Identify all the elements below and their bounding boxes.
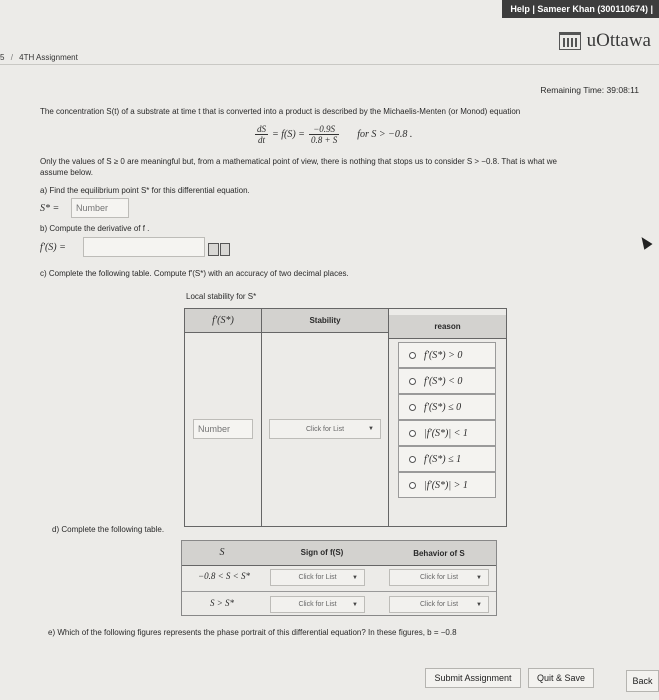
reason-option[interactable] <box>398 394 496 420</box>
reason-option[interactable] <box>398 368 496 394</box>
sign-select-row-2[interactable] <box>270 596 365 613</box>
derivative-input[interactable] <box>83 237 205 257</box>
radio-button[interactable] <box>409 352 416 359</box>
eq-denominator: 0.8 + S <box>310 135 338 145</box>
problem-note-line1: Only the values of S ≥ 0 are meaningful but, from a mathematical point of view, there is nothing that stops us to consider S > −0.8. That is what we <box>40 157 557 166</box>
part-b-label: f′(S) = <box>40 242 66 253</box>
logo-text: uOttawa <box>586 30 651 51</box>
radio-button[interactable] <box>409 404 416 411</box>
quit-save-button[interactable]: Quit & Save <box>528 668 594 688</box>
breadcrumb-assignment[interactable]: 4TH Assignment <box>19 53 78 62</box>
stability-select-label: Click for List <box>305 425 345 433</box>
breadcrumb-prefix[interactable]: 5 <box>0 53 5 62</box>
part-b-question: b) Compute the derivative of f . <box>40 224 150 233</box>
radio-button[interactable] <box>409 482 416 489</box>
row-divider <box>182 591 496 592</box>
eq-middle: = f(S) = <box>272 129 305 140</box>
eq-lhs-numerator: dS <box>257 124 266 134</box>
reason-option-label: |f′(S*)| < 1 <box>424 427 468 439</box>
sign-select-row-1[interactable] <box>270 569 365 586</box>
breadcrumb-separator: / <box>10 53 13 62</box>
reason-option-label: f′(S*) < 0 <box>424 375 463 387</box>
header-stability: Stability <box>262 309 388 333</box>
behavior-select-row-1[interactable] <box>389 569 489 586</box>
part-c-question: c) Complete the following table. Compute f′(S*) with an accuracy of two decimal places. <box>40 269 349 278</box>
part-e-question: e) Which of the following figures represents the phase portrait of this differential equation? In these figures, b = −0.8 <box>48 628 457 637</box>
user-bar[interactable]: Help | Sameer Khan (300110674) | <box>502 0 659 18</box>
range-row-1: −0.8 < S < S* <box>198 571 250 581</box>
stability-table <box>184 308 507 527</box>
mouse-cursor-icon <box>637 234 652 250</box>
behavior-select-row-2-label: Click for List <box>419 601 459 608</box>
header-sign: Sign of f(S) <box>300 548 344 557</box>
behavior-select-row-2[interactable] <box>389 596 489 613</box>
reason-option-label: f′(S*) ≤ 0 <box>424 401 462 413</box>
chevron-down-icon: ▼ <box>352 601 358 608</box>
part-a-label: S* = <box>40 203 60 214</box>
radio-button[interactable] <box>409 378 416 385</box>
differential-equation <box>255 124 412 145</box>
eq-lhs-denominator: dt <box>257 135 265 145</box>
remaining-time-value: 39:08:11 <box>606 85 639 95</box>
header-reason: reason <box>389 315 506 339</box>
eq-condition: for S > −0.8 . <box>357 129 413 140</box>
problem-note-line2: assume below. <box>40 168 93 177</box>
chevron-down-icon: ▼ <box>476 601 482 608</box>
fprime-value-input[interactable] <box>193 419 253 439</box>
sign-select-row-2-label: Click for List <box>298 601 337 608</box>
equilibrium-input[interactable] <box>71 198 129 218</box>
header-fprime-text: f′(S*) <box>212 315 234 326</box>
problem-intro: The concentration S(t) of a substrate at time t that is converted into a product is described by the Michaelis-Menten (or Monod) equation <box>40 107 521 116</box>
submit-assignment-button[interactable]: Submit Assignment <box>425 668 521 688</box>
header-divider <box>0 64 659 65</box>
breadcrumb <box>0 53 78 62</box>
range-row-2: S > S* <box>209 598 235 608</box>
reason-option[interactable] <box>398 420 496 446</box>
radio-button[interactable] <box>409 456 416 463</box>
chevron-down-icon: ▼ <box>352 574 358 581</box>
radio-button[interactable] <box>409 430 416 437</box>
remaining-time-label: Remaining Time: <box>540 85 605 95</box>
reason-option[interactable] <box>398 472 496 498</box>
behavior-table <box>181 540 497 616</box>
reason-option[interactable] <box>398 446 496 472</box>
sign-select-row-1-label: Click for List <box>298 574 337 581</box>
reason-option-label: f′(S*) ≤ 1 <box>424 453 462 465</box>
col-divider <box>388 309 389 526</box>
header-s: S <box>219 547 225 558</box>
remaining-time <box>540 85 639 95</box>
eq-numerator: −0.9S <box>309 124 339 135</box>
chevron-down-icon: ▼ <box>476 574 482 581</box>
stability-select[interactable] <box>269 419 381 439</box>
reason-option-label: f′(S*) > 0 <box>424 349 463 361</box>
header-behavior: Behavior of S <box>413 549 465 558</box>
behavior-select-row-1-label: Click for List <box>419 574 459 581</box>
stability-table-title: Local stability for S* <box>186 292 257 301</box>
reason-option[interactable] <box>398 342 496 368</box>
col-divider <box>261 309 262 526</box>
header-fprime <box>185 309 261 333</box>
part-d-question: d) Complete the following table. <box>52 525 165 534</box>
back-button[interactable]: Back <box>626 670 659 692</box>
part-a-question: a) Find the equilibrium point S* for this differential equation. <box>40 186 250 195</box>
problem-note <box>40 156 650 178</box>
university-building-icon <box>559 32 581 50</box>
equation-editor-icon[interactable] <box>208 243 230 256</box>
chevron-down-icon: ▼ <box>368 426 374 432</box>
uottawa-logo <box>559 30 651 52</box>
reason-options <box>398 342 496 502</box>
reason-option-label: |f′(S*)| > 1 <box>424 479 468 491</box>
